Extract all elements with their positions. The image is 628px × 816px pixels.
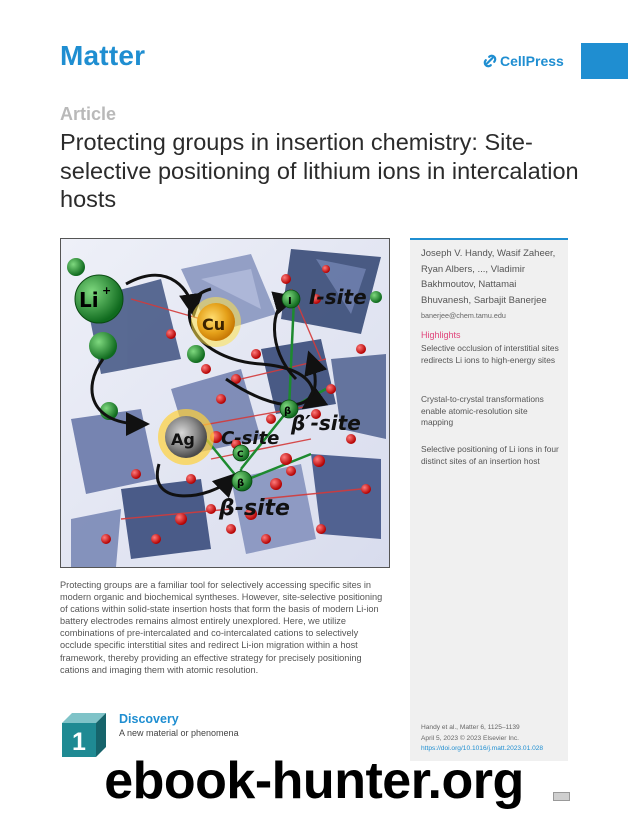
highlights-heading: Highlights — [421, 330, 461, 340]
article-title: Protecting groups in insertion chemistry: Site-selective positioning of lithium ions in intercalation hosts — [60, 129, 579, 212]
li-charge-label: + — [102, 284, 112, 297]
publisher-logo — [483, 53, 564, 69]
discovery-subtitle: A new material or phenomena — [119, 728, 239, 738]
beta-prime-site-label: β′-site — [291, 411, 361, 435]
svg-text:β: β — [237, 478, 245, 489]
cellpress-logo-icon — [483, 54, 497, 68]
brand-tab — [581, 43, 628, 79]
c-site-label: C-site — [221, 428, 280, 449]
i-site-label: I-site — [309, 285, 367, 309]
highlight-item: Selective positioning of Li ions in four distinct sites of an insertion host — [421, 444, 559, 466]
publication-date: April 5, 2023 © 2023 Elsevier Inc. — [421, 735, 519, 742]
page-corner-mark — [553, 792, 570, 801]
abstract-text: Protecting groups are a familiar tool for selectively accessing specific sites in modern organic and biochemical syntheses. However, site-selective positioning of cations within solid-state insertion hosts that form the basis of modern Li-ion battery electrodes remains almost entirely unexplored. Here, we utilize combinations of pre-intercalated and co-intercalated cations to selectively occlude specific interstitial sites and redirect Li-ion migration within a host framework, thereby providing an effective strategy for precisely positioning cations and imaging them with atomic resolution. — [60, 580, 383, 675]
author-list: Joseph V. Handy, Wasif Zaheer, Ryan Albers, ..., Vladimir Bakhmoutov, Nattamai Bhuvanesh, Sarbajit Banerjee — [421, 248, 556, 306]
discovery-title: Discovery — [119, 712, 179, 726]
discovery-number: 1 — [72, 728, 86, 756]
graphical-abstract — [60, 238, 390, 568]
svg-text:C: C — [237, 450, 244, 460]
ag-label: Ag — [171, 430, 195, 449]
cu-ion — [191, 297, 241, 347]
watermark-text: ebook-hunter.org — [104, 752, 524, 810]
li-label: Li — [79, 288, 99, 312]
li-ion — [75, 275, 123, 323]
journal-logo: Matter — [60, 40, 146, 71]
beta-site-label: β-site — [219, 496, 290, 521]
highlight-item: Selective occlusion of interstitial sites redirects Li ions to high-energy sites — [421, 343, 559, 365]
citation: Handy et al., Matter 6, 1125–1139 — [421, 724, 520, 731]
corresponding-email[interactable]: banerjee@chem.tamu.edu — [421, 311, 506, 320]
beta-atom — [232, 471, 252, 491]
publisher-name: CellPress — [500, 53, 564, 69]
svg-text:β: β — [284, 406, 292, 417]
doi-link[interactable]: https://doi.org/10.1016/j.matt.2023.01.028 — [421, 745, 544, 752]
highlight-item: Crystal-to-crystal transformations enable atomic-resolution site mapping — [421, 394, 544, 427]
i-site-atom — [282, 290, 300, 308]
article-type-label: Article — [60, 104, 117, 124]
cu-label: Cu — [202, 315, 226, 334]
ag-ion — [158, 409, 214, 465]
svg-text:I: I — [288, 296, 292, 307]
